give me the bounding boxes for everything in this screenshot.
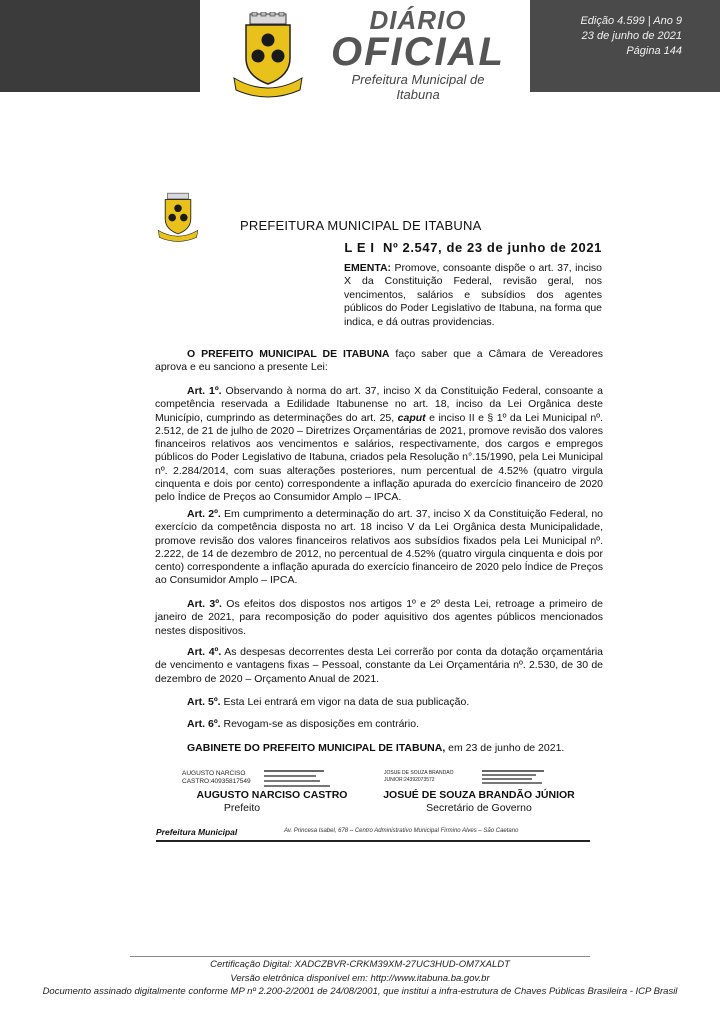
- left-stamp-id: CASTRO:40935817549: [182, 778, 251, 785]
- masthead-oficial: OFICIAL: [331, 30, 505, 74]
- article-1-caput: caput: [397, 411, 426, 424]
- article-6-text: Revogam-se as disposições em contrário.: [220, 718, 420, 730]
- page-number: Página 144: [626, 45, 682, 57]
- masthead-city: Itabuna: [396, 87, 440, 102]
- left-signatory-name: AUGUSTO NARCISO CASTRO: [196, 789, 348, 801]
- preamble-bold: O PREFEITO MUNICIPAL DE ITABUNA: [187, 348, 390, 360]
- article-3: [155, 598, 603, 638]
- right-stamp-id: JUNIOR:24392073572: [384, 776, 435, 783]
- gabinete-bold: GABINETE DO PREFEITO MUNICIPAL DE ITABUNA,: [187, 742, 446, 754]
- ementa-label: EMENTA:: [344, 262, 392, 274]
- right-stamp-name: JOSUE DE SOUZA BRANDAO: [384, 770, 454, 776]
- article-1-text-b: e inciso II e § 1º da Lei Municipal nº. 2.512, de 21 de julho de 2020 – Diretrizes Orçamentárias de 2021, promove revisão dos valores financeiros relativos aos vencimentos e salários, respectivamente, dos cargos e empregos públicos do Poder Legislativo de Itabuna, criados pela Resolução n°.15/1990, pela Lei Municipal nº. 2.284/2014, com suas alterações posteriores, num percentual de 4.52% (quatro virgula cinquenta e dois por cento) correspondente a inflação apurada do exercício financeiro de 2020 pelo Índice de Preços ao Consumidor Amplo – IPCA.: [155, 411, 603, 504]
- certification-block: [0, 958, 720, 999]
- article-4: [155, 646, 603, 686]
- article-2-text: Em cumprimento a determinação do art. 37, inciso X da Constituição Federal, no exercício da competência disposta no art. 18 inciso V da Lei Orgânica desta Municipalidade, promove revisão dos valores financeiros relativos aos subsídios fixados pela Lei Municipal nº. 2.222, de 14 de dezembro de 2012, no percentual de 4.52% (quatro virgula cinquenta e dois por cento) correspondente a inflação apurada do exercício financeiro de 2020 pelo Índice de Preços ao Consumidor Amplo – IPCA.: [155, 508, 603, 587]
- edition-info: [580, 14, 682, 59]
- gabinete-line: [155, 742, 603, 755]
- edition-date: 23 de junho de 2021: [581, 30, 682, 42]
- diario-header: [0, 0, 720, 110]
- preamble-paragraph: [155, 348, 603, 375]
- document-footer: [152, 828, 590, 838]
- header-band-left: [0, 0, 200, 92]
- left-signatory-role: Prefeito: [223, 802, 261, 814]
- electronic-version: Versão eletrônica disponível em: http://www.itabuna.ba.gov.br: [230, 972, 490, 984]
- article-3-label: Art. 3º.: [187, 598, 222, 610]
- article-5: [155, 696, 603, 709]
- left-stamp-name: AUGUSTO NARCISO: [182, 770, 246, 777]
- mp-notice: Documento assinado digitalmente conforme MP nº 2.200-2/2001 de 24/08/2001, que institui a infra-estrutura de Chaves Públicas Brasileira - ICP Brasil: [42, 986, 678, 997]
- article-5-text: Esta Lei entrará em vigor na data de sua publicação.: [220, 696, 470, 708]
- ementa: [344, 262, 602, 329]
- lei-title: L E I Nº 2.547, de 23 de junho de 2021: [344, 240, 602, 255]
- bottom-divider: [130, 956, 590, 957]
- article-1: [155, 385, 603, 505]
- itabuna-crest-icon: [232, 12, 304, 98]
- article-4-text: As despesas decorrentes desta Lei correrão por conta da dotação orçamentária de vencimento e vantagens fixas – Pessoal, constante da Lei Orçamentária nº. 2.530, de 30 de dezembro de 2020 – Orçamento Anual de 2021.: [155, 646, 603, 685]
- right-signatory-name: JOSUÉ DE SOUZA BRANDÃO JÚNIOR: [383, 789, 575, 801]
- article-2-label: Art. 2º.: [187, 508, 221, 520]
- left-digital-signature-block: [264, 768, 346, 788]
- article-1-label: Art. 1º.: [187, 385, 222, 397]
- edition-number: Edição 4.599 | Ano 9: [580, 15, 682, 27]
- prefeitura-title: PREFEITURA MUNICIPAL DE ITABUNA: [240, 218, 482, 233]
- article-1-text-a: Observando à norma do art. 37, inciso X da Constituição Federal, consoante a competência reservada a Edilidade Itabunense no art. 18, inciso da Lei Orgânica deste Município, cumprindo as determinações do art. 25,: [155, 385, 604, 424]
- footer-address: Av. Princesa Isabel, 678 – Centro Administrativo Municipal Firmino Alves – São Caetano: [284, 828, 519, 834]
- certification-code: Certificação Digital: XADCZBVR-CRKM39XM-27UC3HUD-OM7XALDT: [210, 959, 510, 970]
- article-3-text: Os efeitos dos dispostos nos artigos 1º e 2º desta Lei, retroage a primeiro de janeiro de 2021, para recomposição do poder aquisitivo dos agentes públicos mencionados nestes dispositivos.: [155, 598, 603, 637]
- article-2: [155, 508, 603, 588]
- ementa-text: Promove, consoante dispõe o art. 37, inciso X da Constituição Federal, revisão geral, nos vencimentos, salários e subsídios dos agentes públicos do Poder Legislativo de Itabuna, na forma que indica, e dá outras providencias.: [344, 262, 602, 328]
- masthead: [318, 6, 518, 102]
- footer-label: Prefeitura Municipal: [156, 827, 238, 837]
- article-6-label: Art. 6º.: [187, 718, 221, 730]
- gabinete-text: em 23 de junho de 2021.: [445, 742, 565, 754]
- article-6: [155, 718, 603, 731]
- article-4-label: Art. 4º.: [187, 646, 222, 658]
- masthead-diario: DIÁRIO: [369, 5, 467, 35]
- right-signature-stamp: [384, 770, 453, 783]
- preamble-text: faço saber que a Câmara de Vereadores aprova e eu sanciono a presente Lei:: [155, 348, 603, 374]
- right-signatory-role: Secretário de Governo: [426, 802, 532, 814]
- city-crest-icon: [155, 192, 201, 242]
- right-digital-signature-block: [482, 768, 564, 784]
- article-5-label: Art. 5º.: [187, 696, 221, 708]
- masthead-subtitle: Prefeitura Municipal de: [351, 72, 485, 87]
- footer-rule: [156, 840, 590, 842]
- left-signature-stamp: [182, 770, 251, 786]
